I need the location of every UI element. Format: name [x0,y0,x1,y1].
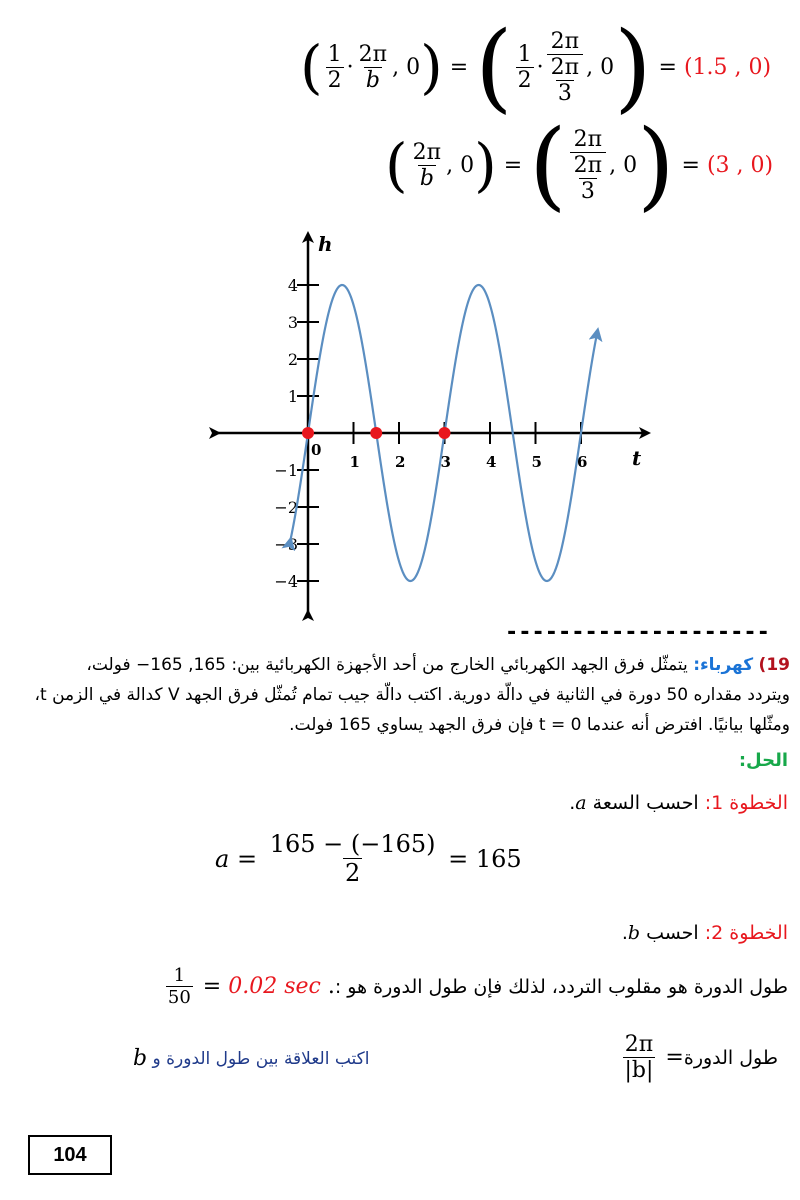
y-axis-label: h [318,232,333,256]
midpoint-result: (1.5 , 0) [683,54,772,80]
x-tick-label: 3 [440,453,451,471]
period-line: طول الدورة هو مقلوب التردد، لذلك فإن طول الدورة هو : $\frac{1}{50}$ = 0.02 sec . [167,965,788,1008]
period-result: (3 , 0) [706,152,774,178]
x-tick-label: 2 [395,453,406,471]
problem-line-1: يتمثّل فرق الجهد الكهربائي الخارج من أحد الأجهزة الكهربائية بين: 165, 165− فولت، [86,655,688,675]
relation-note: اكتب العلاقة بين طول الدورة و b [133,1046,370,1071]
equation-amplitude: a = $\frac{165 - (-165)}{2}$ = 165 [215,830,522,887]
y-tick-label: −2 [274,498,298,517]
y-tick-label: −1 [274,461,298,480]
x-tick-label: 5 [531,453,542,471]
sine-graph [180,225,660,625]
problem-number: 19) [758,655,790,675]
problem-line-2: ويتردد مقداره 50 دورة في الثانية في دالّة دورية. اكتب دالّة جيب تمام تُمثّل فرق الجهد V كدالة في الزمن t، [34,685,790,705]
y-tick-label: 3 [287,313,298,332]
page-number: 104 [28,1135,112,1175]
problem-19 [0,650,790,740]
period-value: 0.02 sec [228,974,321,999]
section-divider: -------------------- [505,620,770,645]
x-axis-label: t [632,446,642,470]
y-tick-label: 4 [287,276,298,295]
equation-midpoint: ( $\frac{1}{2}$ · $\frac{2\pi}{b}$ , 0 ) = ( $\frac{1}{2}$ · $\frac{2\pi}{\frac{2\pi}{3}}$ , 0 ) = (1.5 , 0) [300,11,772,123]
key-point [439,427,451,439]
step-2: الخطوة 2: احسب b. [621,922,788,944]
relation-formula: طول الدورة $\frac{2\pi}{|b|}$ = [624,1032,778,1083]
solution-label: الحل: [738,750,788,771]
y-tick-label: −4 [274,572,298,591]
key-point [302,427,314,439]
x-tick-label: 4 [486,453,497,471]
x-tick-label: 1 [349,453,360,471]
x-tick-label: 0 [311,441,322,459]
problem-keyword: كهرباء: [693,655,754,675]
y-tick-label: 1 [287,387,298,406]
x-tick-label: 6 [577,453,588,471]
step-1: الخطوة 1: احسب السعة a. [569,792,788,814]
problem-line-3: ومثّلها بيانيًا. افترض أنه عندما 0 = t فإن فرق الجهد يساوي 165 فولت. [289,715,790,735]
equation-period-point: ( $\frac{2\pi}{b}$ , 0 ) = ( $\frac{2\pi}{\frac{2\pi}{3}}$ , 0 ) = (3 , 0) [385,109,774,221]
y-tick-label: −3 [274,535,298,554]
y-tick-label: 2 [287,350,298,369]
key-point [370,427,382,439]
